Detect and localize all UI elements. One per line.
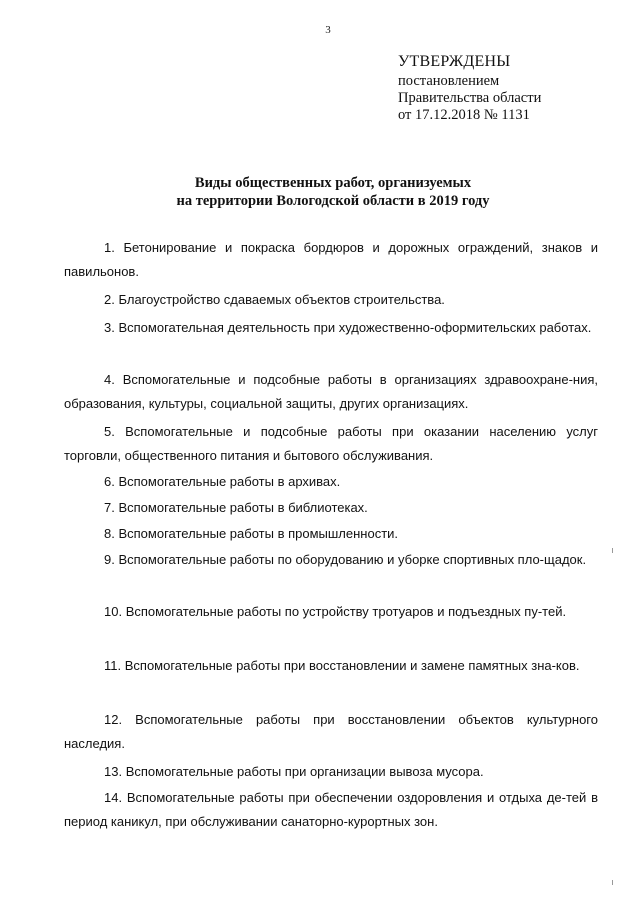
list-item-number: 5. xyxy=(104,424,115,439)
list-item xyxy=(64,600,598,624)
list-item xyxy=(64,786,598,834)
approval-line-1: постановлением xyxy=(398,73,500,89)
list-item-text: Благоустройство сдаваемых объектов строительства. xyxy=(118,292,445,307)
list-item-text: Вспомогательные работы в библиотеках. xyxy=(118,500,368,515)
list-item-number: 14. xyxy=(104,790,123,805)
scan-mark xyxy=(612,880,613,885)
list-item xyxy=(64,368,598,416)
list-item-number: 10. xyxy=(104,604,123,619)
document-title xyxy=(60,174,606,210)
list-item xyxy=(64,496,598,520)
approval-line-2: Правительства области xyxy=(398,90,542,106)
list-item-text: Вспомогательные работы при обеспечении оздоровления и отдыха де-тей в период каникул, при обслуживании санаторно-курортных зон. xyxy=(64,790,598,829)
list-item-number: 2. xyxy=(104,292,115,307)
scan-mark xyxy=(612,548,613,553)
list-item-number: 1. xyxy=(104,240,115,255)
list-item xyxy=(64,760,598,784)
list-item xyxy=(64,288,598,312)
list-item-text: Вспомогательные работы по устройству тротуаров и подъездных пу-тей. xyxy=(125,604,567,619)
list-item xyxy=(64,548,598,572)
list-item xyxy=(64,420,598,468)
approval-line-3: от 17.12.2018 № 1131 xyxy=(398,107,530,123)
list-item-number: 13. xyxy=(104,764,123,779)
list-item-text: Вспомогательные работы в промышленности. xyxy=(118,526,399,541)
list-item-number: 6. xyxy=(104,474,115,489)
list-item-number: 7. xyxy=(104,500,115,515)
list-item xyxy=(64,708,598,756)
list-item xyxy=(64,522,598,546)
list-item xyxy=(64,236,598,284)
document-title-line-2: на территории Вологодской области в 2019 году xyxy=(176,193,490,209)
list-item-number: 4. xyxy=(104,372,115,387)
list-item-text: Вспомогательные работы при организации вывоза мусора. xyxy=(125,764,484,779)
list-item-text: Вспомогательные работы при восстановлении и замене памятных зна-ков. xyxy=(124,658,580,673)
list-item-number: 3. xyxy=(104,320,115,335)
list-item-number: 8. xyxy=(104,526,115,541)
approval-block xyxy=(398,52,618,124)
approval-heading: УТВЕРЖДЕНЫ xyxy=(398,53,511,70)
list-item-text: Вспомогательная деятельность при художественно-оформительских работах. xyxy=(118,320,592,335)
list-item-text: Вспомогательные и подсобные работы в организациях здравоохране-ния, образования, культуры, социальной защиты, других организациях. xyxy=(64,372,598,411)
list-item-text: Бетонирование и покраска бордюров и дорожных ограждений, знаков и павильонов. xyxy=(64,240,598,279)
list-item xyxy=(64,654,598,678)
list-item-text: Вспомогательные работы в архивах. xyxy=(118,474,341,489)
list-item xyxy=(64,470,598,494)
list-item xyxy=(64,316,598,340)
list-item-number: 9. xyxy=(104,552,115,567)
list-item-text: Вспомогательные работы по оборудованию и уборке спортивных пло-щадок. xyxy=(118,552,587,567)
list-item-text: Вспомогательные работы при восстановлении объектов культурного наследия. xyxy=(64,712,598,751)
document-title-line-1: Виды общественных работ, организуемых xyxy=(194,175,472,191)
list-item-text: Вспомогательные и подсобные работы при оказании населению услуг торговли, общественного питания и бытового обслуживания. xyxy=(64,424,598,463)
list-item-number: 12. xyxy=(104,712,123,727)
page-number: 3 xyxy=(325,24,331,36)
list-item-number: 11. xyxy=(104,658,122,673)
